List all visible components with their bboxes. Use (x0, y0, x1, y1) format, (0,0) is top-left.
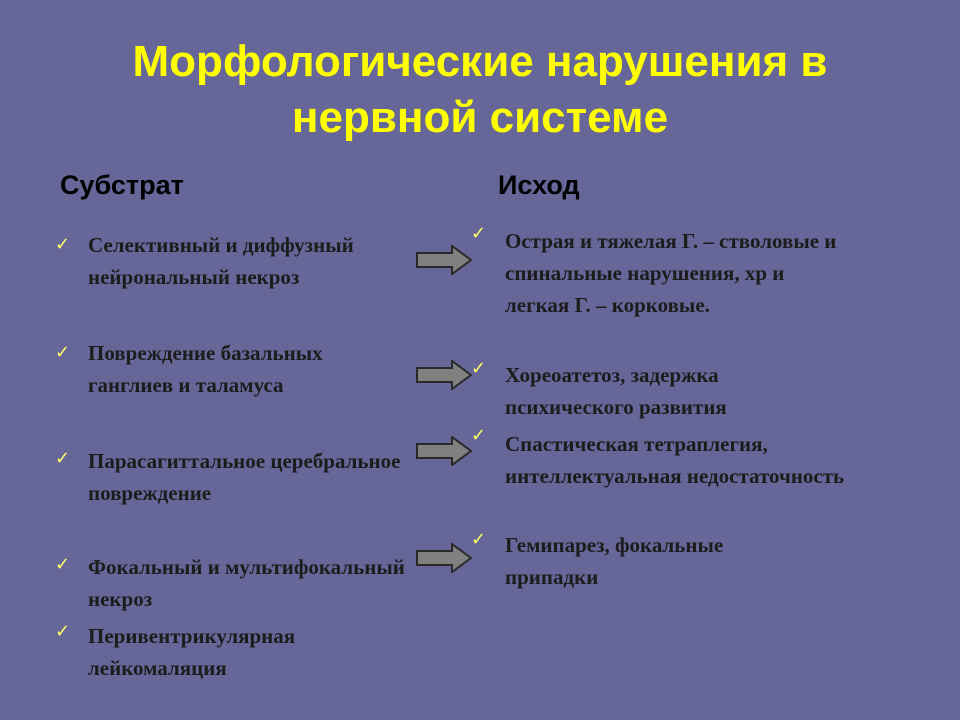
outcome-header: Исход (498, 170, 580, 200)
outcome-item: Гемипарез, фокальные припадки (505, 533, 724, 589)
outcome-item: Хореоатетоз, задержка психического развития (505, 363, 727, 419)
substrate-item: Селективный и диффузный нейрональный некроз (88, 233, 354, 289)
check-icon: ✓ (55, 621, 71, 642)
substrate-item: Повреждение базальных ганглиев и таламуса (88, 341, 323, 397)
outcome-item: Спастическая тетраплегия, интеллектуальная недостаточность (505, 432, 845, 488)
slide-title: Морфологические нарушения в нервной системе (132, 37, 828, 142)
substrate-header: Субстрат (60, 170, 184, 200)
check-icon: ✓ (55, 448, 71, 469)
check-icon: ✓ (55, 342, 71, 363)
right-arrow-icon (416, 543, 472, 573)
check-icon: ✓ (471, 425, 487, 446)
right-arrow-icon (416, 360, 472, 390)
substrate-item: Фокальный и мультифокальный некроз (88, 555, 405, 611)
outcome-item: Острая и тяжелая Г. – стволовые и спинальные нарушения, хр и легкая Г. – корковые. (505, 229, 837, 317)
right-arrow-icon (416, 436, 472, 466)
check-icon: ✓ (471, 529, 487, 550)
check-icon: ✓ (471, 358, 487, 379)
right-arrow-icon (416, 245, 472, 275)
substrate-item: Парасагиттальное церебральное повреждение (88, 449, 401, 505)
substrate-item: Перивентрикулярная лейкомаляция (88, 624, 296, 680)
check-icon: ✓ (55, 554, 71, 575)
check-icon: ✓ (55, 234, 71, 255)
check-icon: ✓ (471, 223, 487, 244)
